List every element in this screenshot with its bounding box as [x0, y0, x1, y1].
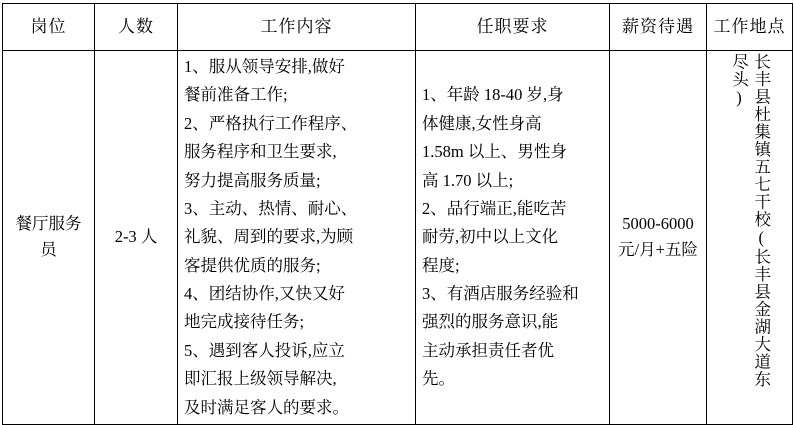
column-header-post: 岗位 — [3, 4, 95, 51]
requirement-line: 耐劳,初中以上文化 — [422, 227, 559, 247]
requirement-line: 体健康,女性身高 — [422, 113, 542, 133]
work-content-line: 努力提高服务质量; — [184, 170, 321, 190]
work-content-line: 5、遇到客人投诉,应立 — [184, 340, 345, 360]
requirement-line: 先。 — [422, 369, 455, 389]
table-header-row — [3, 4, 793, 51]
requirement-lines — [422, 81, 603, 393]
requirement-line: 高 1.70 以上; — [422, 170, 514, 190]
work-content-line: 1、服从领导安排,做好 — [184, 57, 345, 76]
cell-location — [707, 51, 793, 425]
requirement-line: 强烈的服务意识,能 — [422, 312, 559, 332]
work-content-line: 礼貌、周到的要求,为顾 — [184, 227, 354, 247]
table-header — [3, 4, 793, 51]
headcount-value: 2-3 人 — [114, 227, 158, 247]
salary-value: 5000-6000 元/月+五险 — [618, 214, 698, 260]
requirement-line: 2、品行端正,能吃苦 — [422, 198, 567, 218]
requirement-line: 主动承担责任者优 — [422, 340, 554, 360]
work-content-line: 客提供优质的服务; — [184, 255, 321, 275]
work-content-line: 餐前准备工作; — [184, 85, 288, 105]
column-header-count: 人数 — [95, 4, 178, 51]
column-header-requirements: 任职要求 — [416, 4, 610, 51]
cell-work-content — [178, 51, 416, 425]
work-content-line: 服务程序和卫生要求, — [184, 142, 337, 162]
work-content-lines — [184, 53, 409, 422]
location-value: 长丰县杜集镇五七干校(长丰县金湖大道东尽头) — [729, 53, 771, 388]
column-header-salary: 薪资待遇 — [610, 4, 707, 51]
column-header-content: 工作内容 — [178, 4, 416, 51]
work-content-line: 3、主动、热情、耐心、 — [184, 198, 358, 218]
work-content-line: 2、严格执行工作程序、 — [184, 113, 358, 133]
work-content-line: 4、团结协作,又快又好 — [184, 284, 345, 303]
post-title: 餐厅服务员 — [15, 214, 82, 260]
requirement-line: 程度; — [422, 255, 460, 275]
table-body — [3, 51, 793, 425]
work-content-line: 及时满足客人的要求。 — [184, 397, 349, 417]
cell-requirements — [416, 51, 610, 425]
column-header-location: 工作地点 — [707, 4, 793, 51]
cell-salary — [610, 51, 707, 425]
requirement-line: 3、有酒店服务经验和 — [422, 284, 579, 303]
work-content-line: 即汇报上级领导解决, — [184, 369, 337, 389]
cell-post — [3, 51, 95, 425]
table-row — [3, 51, 793, 425]
work-content-line: 地完成接待任务; — [184, 312, 305, 332]
requirement-line: 1、年龄 18-40 岁,身 — [422, 85, 564, 105]
location-wrapper — [713, 53, 786, 422]
job-listing-table — [2, 3, 793, 425]
cell-count — [95, 51, 178, 425]
requirement-line: 1.58m 以上、男性身 — [422, 142, 567, 162]
